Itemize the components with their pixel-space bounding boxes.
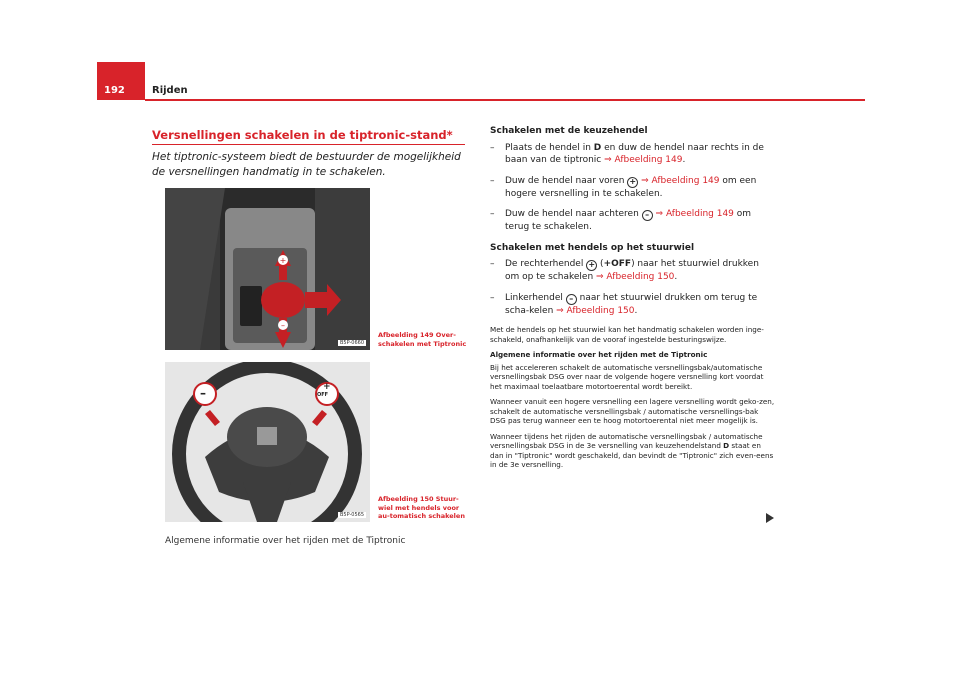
heading-selector-lever: Schakelen met de keuzehendel bbox=[490, 126, 648, 136]
figure-ref-link[interactable]: ⇒ Afbeelding 149 bbox=[641, 175, 720, 186]
page-number: 192 bbox=[97, 62, 145, 100]
figure-code: B5P-0565 bbox=[339, 512, 364, 518]
section-intro: Het tiptronic-systeem biedt de bestuurder de mogelijkheid de versnellingen handmatig in te schakelen. bbox=[152, 151, 461, 178]
header-title: Rijden bbox=[152, 85, 188, 96]
paragraph: Wanneer tijdens het rijden de automatische versnellingsbak / automatische versnellingsbak DSG in de 3e versnelling van keuzehendelstand D staat en dan in "Tiptronic" wordt geschakeld, dan bevindt de "Tiptronic" zich even-eens in de 3e versnelling. bbox=[490, 431, 774, 469]
caption-150: Afbeelding 150 Stuur-wiel met hendels voor au-tomatisch schakelen bbox=[378, 495, 465, 520]
figure-150-steering-wheel bbox=[165, 362, 370, 522]
list-item: – Linkerhendel – naar het stuurwiel drukken om terug te scha-kelen ⇒ Afbeelding 150. bbox=[490, 292, 775, 318]
figure-ref-link[interactable]: ⇒ Afbeelding 150 bbox=[556, 305, 635, 316]
header-rule bbox=[145, 99, 865, 101]
paragraph: Wanneer vanuit een hogere versnelling een lagere versnelling wordt geko-zen, schakelt de automatische versnellingsbak / automatische versnellings-bak DSG pas terug wanneer een te hoog motortoerental niet meer mogelijk is. bbox=[490, 397, 775, 425]
figure-ref-link[interactable]: ⇒ Afbeelding 149 bbox=[604, 155, 683, 165]
figure-149-gear-selector bbox=[165, 188, 370, 350]
left-bottom-text: Algemene informatie over het rijden met de Tiptronic bbox=[165, 536, 406, 546]
next-page-arrow-icon[interactable] bbox=[766, 513, 774, 523]
paragraph: Bij het accelereren schakelt de automatische versnellingsbak/automatische versnellingsbak DSG over naar de volgende hogere versnelling kort voordat het maximaal toelaatbare motortoerental wordt bereikt. bbox=[490, 362, 764, 391]
gear-selector-illustration bbox=[165, 188, 370, 350]
section-title: Versnellingen schakelen in de tiptronic-stand* bbox=[152, 128, 453, 142]
minus-key-icon: – bbox=[566, 294, 577, 305]
subheading-general-info: Algemene informatie over het rijden met de Tiptronic bbox=[490, 350, 708, 359]
heading-steering-paddles: Schakelen met hendels op het stuurwiel bbox=[490, 242, 695, 253]
list-item: – De rechterhendel + (+OFF) naar het stuurwiel drukken om op te schakelen ⇒ Afbeelding 150. bbox=[490, 258, 775, 284]
steering-wheel-illustration bbox=[165, 362, 370, 522]
section-rule bbox=[152, 144, 465, 145]
right-column bbox=[490, 125, 775, 476]
minus-paddle-label: – bbox=[200, 386, 206, 400]
figure-ref-link[interactable]: ⇒ Afbeelding 149 bbox=[655, 209, 734, 219]
plus-key-icon: + bbox=[627, 177, 638, 188]
svg-text:–: – bbox=[281, 321, 285, 330]
figure-code: B5P-0660 bbox=[339, 340, 364, 346]
list-item: – Plaats de hendel in D en duw de hendel naar rechts in de baan van de tiptronic ⇒ Afbeelding 149. bbox=[490, 142, 775, 167]
caption-149: Afbeelding 149 Over-schakelen met Tiptronic bbox=[378, 331, 467, 348]
minus-key-icon: – bbox=[642, 210, 653, 221]
plus-key-icon: + bbox=[586, 260, 597, 271]
paragraph: Met de hendels op het stuurwiel kan het handmatig schakelen worden inge-schakeld, onafhankelijk van de vooraf ingestelde besturingswijze. bbox=[490, 325, 764, 344]
list-item: – Duw de hendel naar achteren – ⇒ Afbeelding 149 om terug te schakelen. bbox=[490, 208, 775, 234]
svg-text:+: + bbox=[279, 256, 287, 265]
list-item: – Duw de hendel naar voren + ⇒ Afbeelding 149 om een hogere versnelling in te schakelen. bbox=[490, 175, 775, 201]
off-paddle-label: OFF bbox=[317, 392, 329, 398]
plus-paddle-label: + bbox=[323, 382, 331, 392]
figure-ref-link[interactable]: ⇒ Afbeelding 150 bbox=[596, 272, 675, 282]
